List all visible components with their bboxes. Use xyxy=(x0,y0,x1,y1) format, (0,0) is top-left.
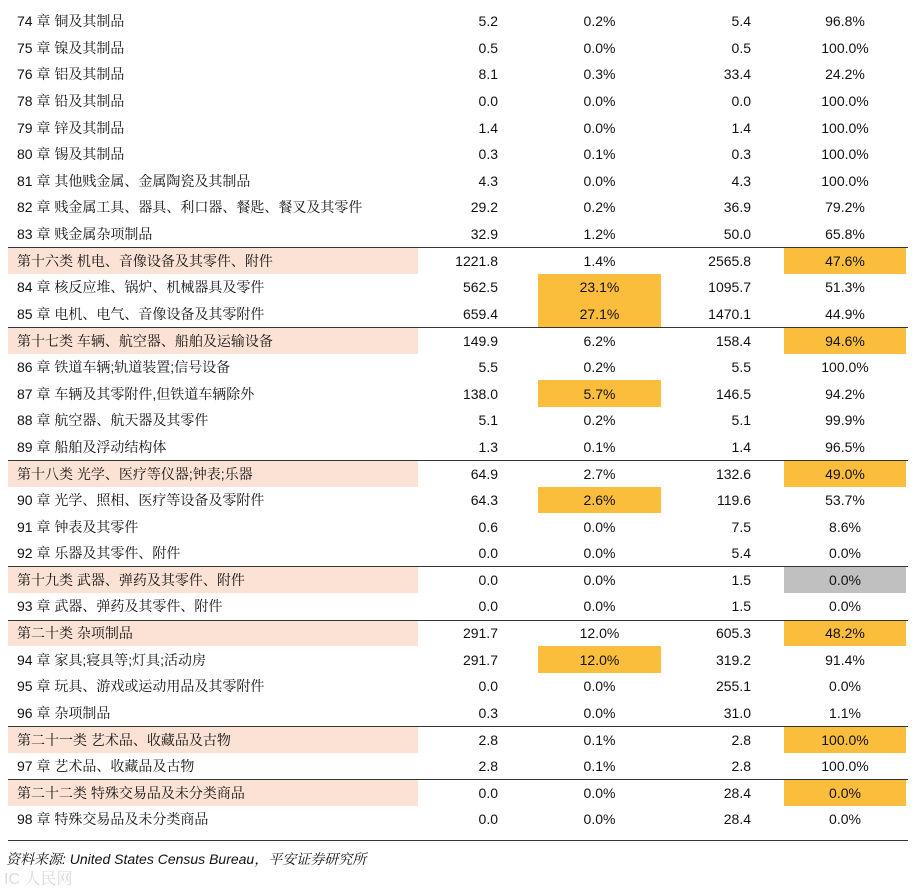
share-cell: 0.2% xyxy=(583,412,616,429)
value-cell-1: 138.0 xyxy=(462,385,498,402)
ratio-cell: 0.0% xyxy=(829,545,861,562)
value-cell-1: 0.5 xyxy=(478,39,498,56)
share-cell: 2.6% xyxy=(538,487,661,514)
value-cell-1: 659.4 xyxy=(462,305,498,322)
value-cell-2: 28.4 xyxy=(723,811,751,828)
tariff-table xyxy=(8,8,908,832)
share-cell: 0.3% xyxy=(583,66,616,83)
value-cell-1: 0.0 xyxy=(478,811,498,828)
value-cell-2: 158.4 xyxy=(715,332,751,349)
value-cell-2: 5.1 xyxy=(731,412,751,429)
share-cell: 0.1% xyxy=(583,731,616,748)
value-cell-2: 5.4 xyxy=(731,545,751,562)
share-cell: 0.1% xyxy=(583,146,616,163)
share-cell: 0.0% xyxy=(583,811,616,828)
value-cell-2: 132.6 xyxy=(715,465,751,482)
row-name-cell: 91 章 钟表及其零件 xyxy=(17,518,139,535)
row-name-cell: 98 章 特殊交易品及未分类商品 xyxy=(17,811,209,828)
row-name-cell: 96 章 杂项制品 xyxy=(17,704,111,721)
ratio-cell: 47.6% xyxy=(784,248,906,274)
value-cell-2: 36.9 xyxy=(723,199,751,216)
value-cell-2: 2565.8 xyxy=(708,253,751,270)
value-cell-1: 149.9 xyxy=(462,332,498,349)
value-cell-1: 0.0 xyxy=(478,545,498,562)
share-cell: 27.1% xyxy=(538,301,661,328)
ratio-cell: 91.4% xyxy=(825,651,865,668)
row-name-cell: 81 章 其他贱金属、金属陶瓷及其制品 xyxy=(17,172,251,189)
value-cell-2: 1.5 xyxy=(731,572,751,589)
row-name-cell: 82 章 贱金属工具、器具、利口器、餐匙、餐叉及其零件 xyxy=(17,199,363,216)
value-cell-1: 0.6 xyxy=(478,518,498,535)
chapter-row xyxy=(8,434,908,461)
row-name-cell: 第二十一类 艺术品、收藏品及古物 xyxy=(8,727,418,753)
value-cell-1: 32.9 xyxy=(470,226,498,243)
row-name-cell: 第十七类 车辆、航空器、船舶及运输设备 xyxy=(8,328,418,354)
value-cell-1: 64.3 xyxy=(470,491,498,508)
value-cell-1: 562.5 xyxy=(462,279,498,296)
ratio-cell: 100.0% xyxy=(821,359,869,376)
value-cell-1: 2.8 xyxy=(478,757,498,774)
chapter-row xyxy=(8,487,908,514)
section-row xyxy=(8,247,908,274)
row-name-cell: 89 章 船舶及浮动结构体 xyxy=(17,438,167,455)
row-name-cell: 第二十二类 特殊交易品及未分类商品 xyxy=(8,780,418,806)
value-cell-2: 5.5 xyxy=(731,359,751,376)
share-cell: 2.7% xyxy=(583,465,616,482)
share-cell: 0.2% xyxy=(583,359,616,376)
value-cell-1: 5.2 xyxy=(478,13,498,30)
chapter-row xyxy=(8,61,908,88)
row-name-cell: 第十六类 机电、音像设备及其零件、附件 xyxy=(8,248,418,274)
value-cell-2: 50.0 xyxy=(723,226,751,243)
chapter-row xyxy=(8,646,908,673)
chapter-row xyxy=(8,699,908,726)
row-name-cell: 第十九类 武器、弹药及其零件、附件 xyxy=(8,567,418,593)
table-bottom-rule xyxy=(8,840,908,841)
ratio-cell: 48.2% xyxy=(784,621,906,647)
chapter-row xyxy=(8,407,908,434)
chapter-row xyxy=(8,673,908,700)
share-cell: 0.0% xyxy=(583,572,616,589)
ratio-cell: 100.0% xyxy=(821,146,869,163)
ratio-cell: 49.0% xyxy=(784,461,906,487)
chapter-row xyxy=(8,593,908,620)
share-cell: 0.1% xyxy=(583,757,616,774)
ratio-cell: 0.0% xyxy=(829,678,861,695)
value-cell-1: 0.0 xyxy=(478,572,498,589)
row-name-cell: 92 章 乐器及其零件、附件 xyxy=(17,545,181,562)
value-cell-1: 4.3 xyxy=(478,172,498,189)
row-name-cell: 80 章 锡及其制品 xyxy=(17,146,125,163)
ratio-cell: 100.0% xyxy=(784,727,906,753)
ratio-cell: 100.0% xyxy=(821,172,869,189)
row-name-cell: 84 章 核反应堆、锅炉、机械器具及零件 xyxy=(17,279,265,296)
row-name-cell: 85 章 电机、电气、音像设备及其零附件 xyxy=(17,305,265,322)
ratio-cell: 0.0% xyxy=(829,811,861,828)
value-cell-1: 8.1 xyxy=(478,66,498,83)
chapter-row xyxy=(8,806,908,833)
share-cell: 0.0% xyxy=(583,93,616,110)
ratio-cell: 65.8% xyxy=(825,226,865,243)
share-cell: 0.0% xyxy=(583,598,616,615)
value-cell-2: 2.8 xyxy=(731,757,751,774)
value-cell-1: 1.4 xyxy=(478,119,498,136)
chapter-row xyxy=(8,168,908,195)
value-cell-1: 0.3 xyxy=(478,146,498,163)
section-row xyxy=(8,460,908,487)
value-cell-2: 28.4 xyxy=(723,785,751,802)
value-cell-1: 5.1 xyxy=(478,412,498,429)
value-cell-2: 0.5 xyxy=(731,39,751,56)
value-cell-2: 0.3 xyxy=(731,146,751,163)
value-cell-2: 5.4 xyxy=(731,13,751,30)
ratio-cell: 94.6% xyxy=(784,328,906,354)
share-cell: 0.0% xyxy=(583,785,616,802)
chapter-row xyxy=(8,114,908,141)
row-name-cell: 第二十类 杂项制品 xyxy=(8,621,418,647)
share-cell: 0.0% xyxy=(583,678,616,695)
share-cell: 0.0% xyxy=(583,518,616,535)
ratio-cell: 24.2% xyxy=(825,66,865,83)
row-name-cell: 78 章 铅及其制品 xyxy=(17,93,125,110)
value-cell-2: 31.0 xyxy=(723,704,751,721)
ratio-cell: 94.2% xyxy=(825,385,865,402)
value-cell-1: 0.0 xyxy=(478,678,498,695)
row-name-cell: 87 章 车辆及其零附件,但铁道车辆除外 xyxy=(17,385,255,402)
ratio-cell: 44.9% xyxy=(825,305,865,322)
ratio-cell: 100.0% xyxy=(821,39,869,56)
share-cell: 5.7% xyxy=(538,380,661,407)
row-name-cell: 90 章 光学、照相、医疗等设备及零附件 xyxy=(17,491,265,508)
share-cell: 12.0% xyxy=(538,646,661,673)
value-cell-1: 1221.8 xyxy=(455,253,498,270)
chapter-row xyxy=(8,221,908,248)
share-cell: 1.4% xyxy=(583,253,616,270)
watermark: IC 人民网 xyxy=(4,871,73,888)
value-cell-1: 29.2 xyxy=(470,199,498,216)
value-cell-2: 1.4 xyxy=(731,119,751,136)
row-name-cell: 74 章 铜及其制品 xyxy=(17,13,125,30)
value-cell-2: 7.5 xyxy=(731,518,751,535)
value-cell-2: 4.3 xyxy=(731,172,751,189)
row-name-cell: 第十八类 光学、医疗等仪器;钟表;乐器 xyxy=(8,461,418,487)
share-cell: 0.1% xyxy=(583,438,616,455)
chapter-row xyxy=(8,194,908,221)
section-row xyxy=(8,620,908,647)
value-cell-1: 0.0 xyxy=(478,785,498,802)
value-cell-2: 2.8 xyxy=(731,731,751,748)
ratio-cell: 51.3% xyxy=(825,279,865,296)
ratio-cell: 100.0% xyxy=(821,119,869,136)
chapter-row xyxy=(8,274,908,301)
value-cell-1: 0.0 xyxy=(478,598,498,615)
value-cell-2: 33.4 xyxy=(723,66,751,83)
value-cell-2: 1470.1 xyxy=(708,305,751,322)
value-cell-1: 291.7 xyxy=(462,625,498,642)
value-cell-1: 1.3 xyxy=(478,438,498,455)
share-cell: 1.2% xyxy=(583,226,616,243)
value-cell-2: 119.6 xyxy=(717,491,751,508)
row-name-cell: 88 章 航空器、航天器及其零件 xyxy=(17,412,209,429)
row-name-cell: 97 章 艺术品、收藏品及古物 xyxy=(17,757,195,774)
ratio-cell: 8.6% xyxy=(829,518,861,535)
source-note: 资料来源: United States Census Bureau，平安证券研究所 xyxy=(6,851,367,867)
value-cell-1: 0.0 xyxy=(478,93,498,110)
section-row xyxy=(8,327,908,354)
share-cell: 6.2% xyxy=(583,332,616,349)
value-cell-2: 1095.7 xyxy=(708,279,751,296)
row-name-cell: 86 章 铁道车辆;轨道装置;信号设备 xyxy=(17,359,231,376)
value-cell-1: 64.9 xyxy=(470,465,498,482)
ratio-cell: 96.8% xyxy=(825,13,865,30)
row-name-cell: 93 章 武器、弹药及其零件、附件 xyxy=(17,598,223,615)
ratio-cell: 0.0% xyxy=(829,598,861,615)
chapter-row xyxy=(8,540,908,567)
share-cell: 0.0% xyxy=(583,704,616,721)
ratio-cell: 0.0% xyxy=(784,567,906,593)
chapter-row xyxy=(8,35,908,62)
ratio-cell: 96.5% xyxy=(825,438,865,455)
chapter-row xyxy=(8,141,908,168)
value-cell-1: 0.3 xyxy=(478,704,498,721)
share-cell: 12.0% xyxy=(579,625,620,642)
share-cell: 0.0% xyxy=(583,39,616,56)
section-row xyxy=(8,726,908,753)
value-cell-1: 2.8 xyxy=(478,731,498,748)
share-cell: 0.2% xyxy=(583,199,616,216)
row-name-cell: 83 章 贱金属杂项制品 xyxy=(17,226,153,243)
section-row xyxy=(8,779,908,806)
value-cell-2: 319.2 xyxy=(715,651,751,668)
chapter-row xyxy=(8,380,908,407)
chapter-row xyxy=(8,8,908,35)
ratio-cell: 79.2% xyxy=(825,199,865,216)
ratio-cell: 100.0% xyxy=(821,757,869,774)
value-cell-1: 291.7 xyxy=(462,651,498,668)
chapter-row xyxy=(8,753,908,780)
ratio-cell: 100.0% xyxy=(821,93,869,110)
row-name-cell: 79 章 锌及其制品 xyxy=(17,119,125,136)
share-cell: 0.0% xyxy=(583,172,616,189)
chapter-row xyxy=(8,513,908,540)
ratio-cell: 53.7% xyxy=(825,491,865,508)
row-name-cell: 76 章 铝及其制品 xyxy=(17,66,125,83)
chapter-row xyxy=(8,354,908,381)
row-name-cell: 75 章 镍及其制品 xyxy=(17,39,125,56)
section-row xyxy=(8,566,908,593)
row-name-cell: 95 章 玩具、游戏或运动用品及其零附件 xyxy=(17,678,265,695)
value-cell-2: 1.4 xyxy=(731,438,751,455)
value-cell-2: 0.0 xyxy=(731,93,751,110)
chapter-row xyxy=(8,88,908,115)
value-cell-2: 1.5 xyxy=(731,598,751,615)
share-cell: 0.0% xyxy=(583,545,616,562)
value-cell-2: 255.1 xyxy=(715,678,751,695)
row-name-cell: 94 章 家具;寝具等;灯具;活动房 xyxy=(17,651,207,668)
ratio-cell: 1.1% xyxy=(829,704,861,721)
share-cell: 0.0% xyxy=(583,119,616,136)
value-cell-2: 146.5 xyxy=(715,385,751,402)
value-cell-2: 605.3 xyxy=(715,625,751,642)
share-cell: 23.1% xyxy=(538,274,661,301)
chapter-row xyxy=(8,301,908,328)
share-cell: 0.2% xyxy=(583,13,616,30)
ratio-cell: 99.9% xyxy=(825,412,865,429)
ratio-cell: 0.0% xyxy=(784,780,906,806)
value-cell-1: 5.5 xyxy=(478,359,498,376)
